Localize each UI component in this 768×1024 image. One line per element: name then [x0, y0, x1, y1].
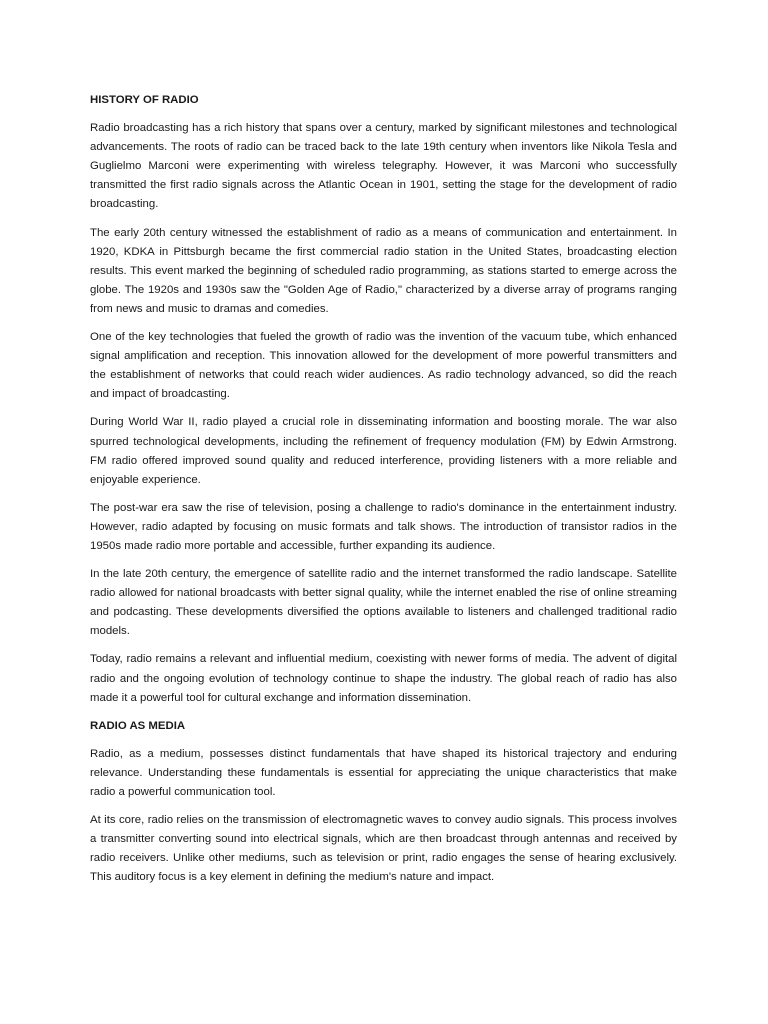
paragraph: Radio, as a medium, possesses distinct fundamentals that have shaped its historical trajectory and enduring relevance. Understanding these fundamentals is essential for appreciating the unique characteristics that make radio a powerful communication tool. [90, 747, 677, 798]
paragraph: Today, radio remains a relevant and influential medium, coexisting with newer forms of media. The advent of digital radio and the ongoing evolution of technology continue to shape the industry. The global reach of radio has also made it a powerful tool for cultural exchange and information dissemination. [90, 653, 677, 704]
section-heading: RADIO AS MEDIA [90, 719, 186, 732]
document-page [90, 91, 677, 896]
section-heading: HISTORY OF RADIO [90, 94, 199, 106]
paragraph: In the late 20th century, the emergence of satellite radio and the internet transformed the radio landscape. Satellite radio allowed for national broadcasts with better signal quality, while the internet enabled the rise of online streaming and podcasting. These developments diversified the options available to listeners and challenged traditional radio models. [90, 568, 677, 638]
paragraph: At its core, radio relies on the transmission of electromagnetic waves to convey audio signals. This process involves a transmitter converting sound into electrical signals, which are then broadcast through antennas and received by radio receivers. Unlike other mediums, such as television or print, radio engages the sense of hearing exclusively. This auditory focus is a key element in defining the medium's nature and impact. [90, 814, 677, 884]
paragraph: The early 20th century witnessed the establishment of radio as a means of communication and entertainment. In 1920, KDKA in Pittsburgh became the first commercial radio station in the United States, broadcasting election results. This event marked the beginning of scheduled radio programming, as stations started to emerge across the globe. The 1920s and 1930s saw the "Golden Age of Radio," characterized by a diverse array of programs ranging from news and music to dramas and comedies. [90, 226, 677, 315]
paragraph: Radio broadcasting has a rich history that spans over a century, marked by significant milestones and technological advancements. The roots of radio can be traced back to the late 19th century when inventors like Nikola Tesla and Guglielmo Marconi were experimenting with wireless telegraphy. However, it was Marconi who successfully transmitted the first radio signals across the Atlantic Ocean in 1901, setting the stage for the development of radio broadcasting. [90, 122, 677, 211]
paragraph: The post-war era saw the rise of television, posing a challenge to radio's dominance in the entertainment industry. However, radio adapted by focusing on music formats and talk shows. The introduction of transistor radios in the 1950s made radio more portable and accessible, further expanding its audience. [90, 501, 677, 552]
paragraph: One of the key technologies that fueled the growth of radio was the invention of the vacuum tube, which enhanced signal amplification and reception. This innovation allowed for the development of more powerful transmitters and the establishment of networks that could reach wider audiences. As radio technology advanced, so did the reach and impact of broadcasting. [90, 331, 677, 401]
paragraph: During World War II, radio played a crucial role in disseminating information and boosting morale. The war also spurred technological developments, including the refinement of frequency modulation (FM) by Edwin Armstrong. FM radio offered improved sound quality and reduced interference, providing listeners with a more reliable and enjoyable experience. [90, 416, 677, 486]
section-history-of-radio [90, 91, 677, 708]
section-radio-as-media [90, 717, 677, 888]
